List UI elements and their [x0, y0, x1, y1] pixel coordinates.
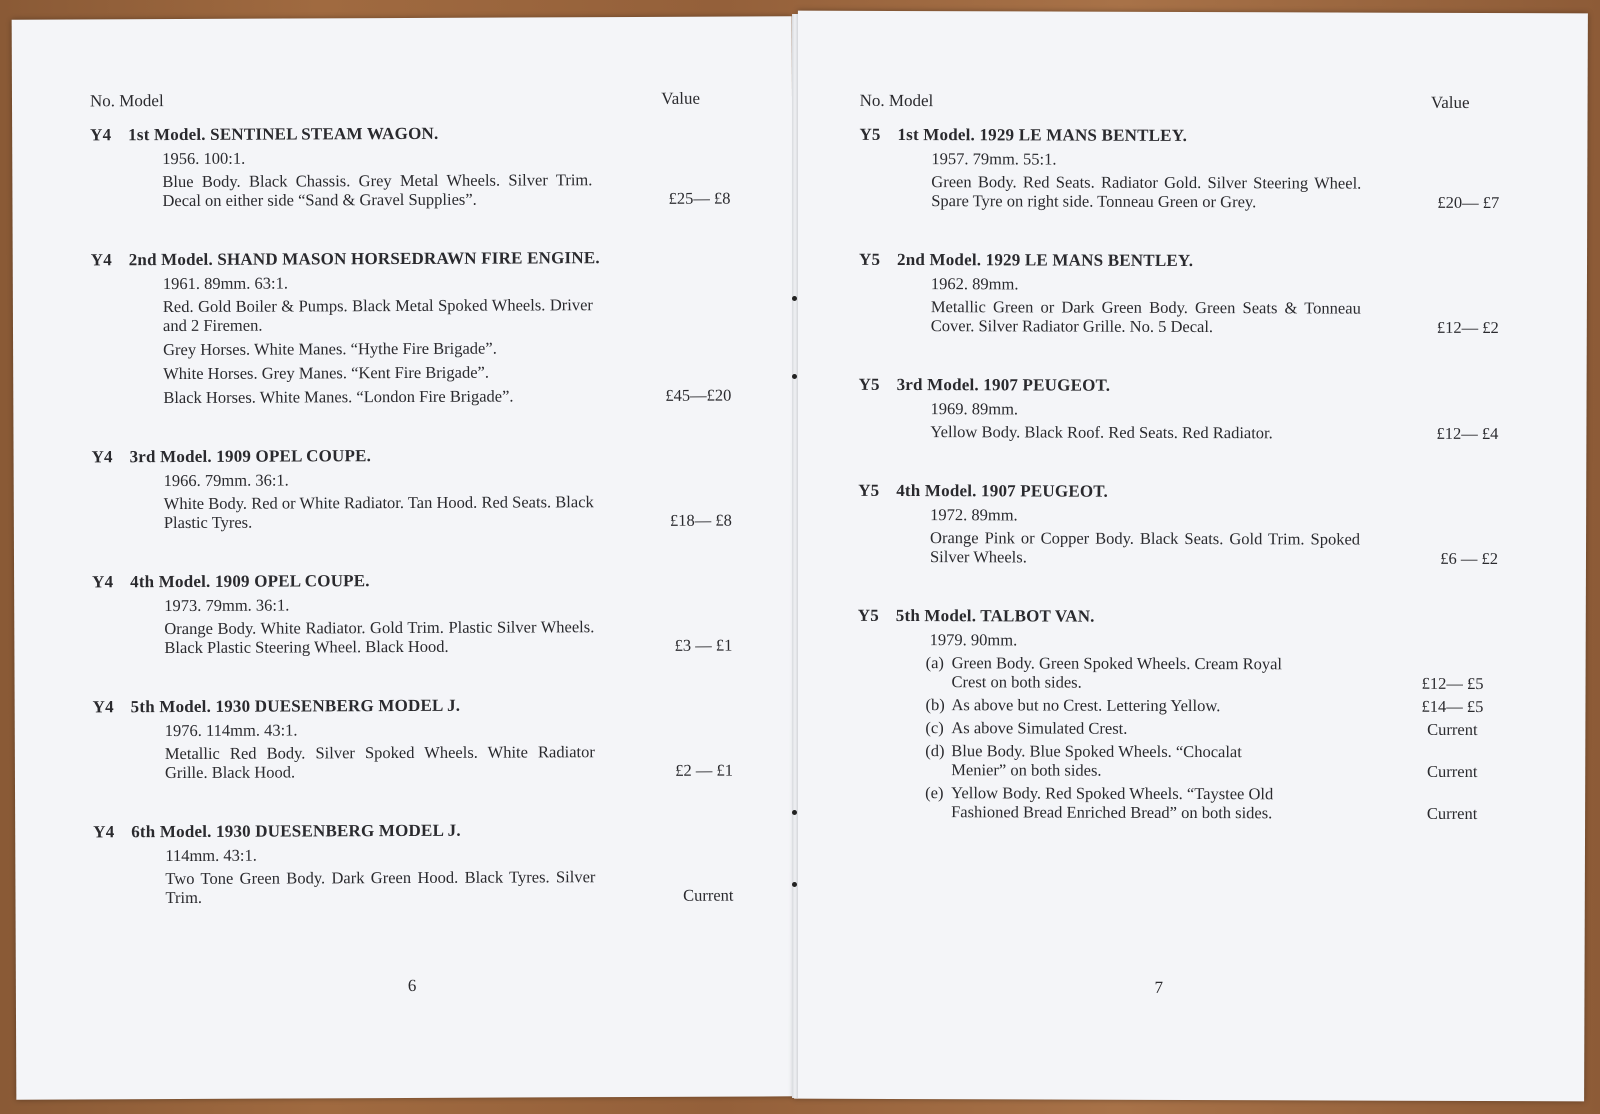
- entry-price: Current: [683, 885, 734, 905]
- entry-description: Green Body. Red Seats. Radiator Gold. Silver Steering Wheel. Spare Tyre on right side. Tonneau Green or Grey.: [931, 172, 1362, 212]
- entry-row: [931, 172, 1499, 212]
- variant-text: Green Body. Green Spoked Wheels. Cream Royal: [951, 653, 1283, 674]
- entry-title: [858, 606, 1498, 628]
- entry-number: Y4: [91, 447, 113, 467]
- entry-title-text: 5th Model. 1930 DUESENBERG MODEL J.: [130, 695, 461, 717]
- entry-description: Blue Body. Black Chassis. Grey Metal Wheels. Silver Trim. Decal on either side “Sand & Gravel Supplies”.: [162, 170, 593, 211]
- entry-title-text: 3rd Model. 1909 OPEL COUPE.: [129, 446, 372, 467]
- entry-description: White Horses. Grey Manes. “Kent Fire Brigade”.: [163, 362, 490, 384]
- entry-meta: 114mm. 43:1.: [165, 845, 257, 866]
- entry-description: Metallic Red Body. Silver Spoked Wheels. White Radiator Grille. Black Hood.: [164, 742, 595, 783]
- header-value: Value: [1430, 92, 1470, 112]
- header-no-model: No. Model: [89, 91, 164, 111]
- entry-title: [858, 481, 1498, 503]
- entry-meta: 1962. 89mm.: [930, 274, 1019, 294]
- left-page-content: [90, 89, 734, 948]
- variant-text: As above Simulated Crest.: [951, 718, 1128, 738]
- entry-meta: 1966. 79mm. 36:1.: [163, 470, 289, 491]
- entry-row: [163, 362, 731, 383]
- catalog-entry: [93, 820, 733, 908]
- entry-number: Y5: [859, 249, 881, 269]
- entry-title: [90, 123, 730, 146]
- entry-price: £25— £8: [668, 188, 731, 208]
- entry-price: £18— £8: [669, 510, 732, 530]
- staple: [792, 374, 797, 379]
- entry-title-text: 6th Model. 1930 DUESENBERG MODEL J.: [131, 820, 461, 842]
- entry-meta: 1969. 89mm.: [930, 399, 1019, 419]
- entry-title: [92, 445, 732, 468]
- entry-row: [164, 492, 732, 532]
- variant-description: [925, 718, 1345, 738]
- variant-continuation: Crest on both sides.: [951, 672, 1082, 692]
- header-value: Value: [661, 88, 701, 108]
- entry-number: Y5: [857, 605, 880, 625]
- catalog-entry: [92, 445, 732, 533]
- entry-title-text: 1st Model. 1929 LE MANS BENTLEY.: [897, 124, 1188, 145]
- entry-title-text: 2nd Model. 1929 LE MANS BENTLEY.: [897, 249, 1194, 271]
- entry-description: Orange Pink or Copper Body. Black Seats. Gold Trim. Spoked Silver Wheels.: [929, 528, 1361, 567]
- page-number: 7: [1154, 977, 1164, 997]
- catalog-entry: [90, 123, 730, 211]
- entry-description: White Body. Red or White Radiator. Tan Hood. Red Seats. Black Plastic Tyres.: [163, 492, 594, 533]
- entry-description: Grey Horses. White Manes. “Hythe Fire Brigade”.: [163, 338, 497, 360]
- catalog-entry-talbot: [857, 606, 1498, 823]
- entry-row: [162, 170, 730, 210]
- entry-row: [163, 295, 731, 335]
- entry-price: £2 — £1: [675, 760, 733, 780]
- entry-number: Y4: [92, 697, 114, 717]
- catalog-entry: [91, 248, 732, 408]
- entry-number: Y5: [858, 374, 880, 394]
- catalog-entry: [858, 481, 1498, 568]
- entry-title-text: 5th Model. TALBOT VAN.: [895, 605, 1095, 626]
- staple: [792, 810, 797, 815]
- catalog-entry: [858, 375, 1498, 443]
- variant-price: Current: [1426, 803, 1478, 824]
- entry-number: Y5: [859, 124, 881, 144]
- variant-continuation: Fashioned Bread Enriched Bread” on both sides.: [951, 802, 1273, 823]
- variant-row: [925, 695, 1497, 716]
- entry-title: [93, 820, 733, 843]
- entry-row: [930, 422, 1498, 443]
- entry-price: £45—£20: [665, 385, 732, 405]
- entry-meta: 1957. 79mm. 55:1.: [931, 149, 1057, 169]
- variant-row: [925, 741, 1497, 781]
- entry-title-text: 2nd Model. SHAND MASON HORSEDRAWN FIRE ENGINE.: [128, 248, 600, 270]
- variant-price: £14— £5: [1421, 696, 1484, 717]
- entry-title: [91, 248, 731, 271]
- variant-price: Current: [1427, 719, 1478, 740]
- variant-description: [925, 741, 1345, 780]
- entry-description: Metallic Green or Dark Green Body. Green Seats & Tonneau Cover. Silver Radiator Grille. No. 5 Decal.: [930, 297, 1361, 337]
- entry-number: Y4: [90, 125, 112, 145]
- entry-number: Y5: [858, 480, 880, 500]
- entry-row: [165, 742, 733, 782]
- left-page: [12, 16, 797, 1099]
- entry-meta: 1956. 100:1.: [162, 148, 246, 169]
- entry-title: [93, 695, 733, 718]
- entry-row: [930, 528, 1498, 568]
- entry-meta: 1961. 89mm. 63:1.: [162, 273, 288, 294]
- variant-row: [926, 653, 1498, 693]
- entry-row: [931, 297, 1499, 337]
- entry-row: [165, 867, 733, 907]
- column-header: [860, 91, 1500, 113]
- staple: [792, 296, 797, 301]
- variant-description: [925, 695, 1345, 715]
- entry-meta: 1972. 89mm.: [930, 505, 1018, 525]
- variant-label: (b): [925, 695, 945, 715]
- entry-number: Y4: [93, 822, 115, 842]
- variant-label: (d): [925, 741, 945, 761]
- entry-title-text: 4th Model. 1907 PEUGEOT.: [896, 480, 1109, 501]
- variant-description: [926, 653, 1346, 692]
- variant-text: As above but no Crest. Lettering Yellow.: [951, 695, 1221, 716]
- variant-label: (c): [925, 718, 944, 738]
- variant-label: (e): [925, 783, 944, 803]
- entry-row: [164, 617, 732, 657]
- entry-title: [92, 570, 732, 593]
- entry-price: £6 — £2: [1440, 548, 1499, 569]
- entry-row: [163, 338, 731, 359]
- entry-title: [859, 375, 1499, 397]
- variant-row: [925, 718, 1497, 739]
- staple: [792, 882, 797, 887]
- page-number: 6: [407, 975, 417, 995]
- catalog-entry: [93, 695, 733, 783]
- entry-meta: 1973. 79mm. 36:1.: [164, 595, 290, 616]
- right-page: [794, 11, 1588, 1102]
- entry-title-text: 1st Model. SENTINEL STEAM WAGON.: [128, 123, 439, 145]
- entry-meta: 1976. 114mm. 43:1.: [164, 720, 298, 741]
- variant-label: (a): [925, 653, 944, 673]
- variant-description: [925, 783, 1345, 822]
- booklet-spine: [792, 14, 798, 1098]
- entry-meta: 1979. 90mm.: [929, 630, 1018, 650]
- variant-price: Current: [1427, 761, 1478, 782]
- entry-price: £12— £2: [1436, 317, 1499, 338]
- entry-title-text: 3rd Model. 1907 PEUGEOT.: [896, 374, 1111, 395]
- entry-row: [163, 386, 731, 407]
- entry-title: [859, 250, 1499, 272]
- variant-price: £12— £5: [1421, 673, 1484, 694]
- entry-price: £20— £7: [1437, 192, 1500, 213]
- entry-description: Two Tone Green Body. Dark Green Hood. Black Tyres. Silver Trim.: [165, 867, 596, 908]
- entry-title-text: 4th Model. 1909 OPEL COUPE.: [130, 571, 370, 592]
- entry-description: Red. Gold Boiler & Pumps. Black Metal Spoked Wheels. Driver and 2 Firemen.: [162, 295, 593, 336]
- entry-description: Orange Body. White Radiator. Gold Trim. Plastic Silver Wheels. Black Plastic Steering Wheel. Black Hood.: [164, 617, 595, 658]
- catalog-entry: [859, 250, 1499, 337]
- catalog-entry: [859, 125, 1499, 212]
- entry-description: Black Horses. White Manes. “London Fire Brigade”.: [163, 386, 514, 408]
- catalog-entry: [92, 570, 732, 658]
- right-page-content: [857, 91, 1500, 863]
- entry-description: Yellow Body. Black Roof. Red Seats. Red Radiator.: [930, 422, 1273, 443]
- entry-title: [859, 125, 1499, 147]
- entry-price: £3 — £1: [674, 635, 733, 655]
- variant-row: [925, 783, 1497, 823]
- variant-text: Yellow Body. Red Spoked Wheels. “Taystee Old: [951, 783, 1274, 804]
- entry-number: Y4: [92, 572, 114, 592]
- header-no-model: No. Model: [859, 90, 934, 111]
- variant-continuation: Menier” on both sides.: [951, 760, 1102, 780]
- entry-number: Y4: [90, 250, 112, 270]
- column-header: [90, 89, 730, 112]
- variant-text: Blue Body. Blue Spoked Wheels. “Chocalat: [951, 741, 1242, 762]
- entry-price: £12— £4: [1436, 423, 1499, 444]
